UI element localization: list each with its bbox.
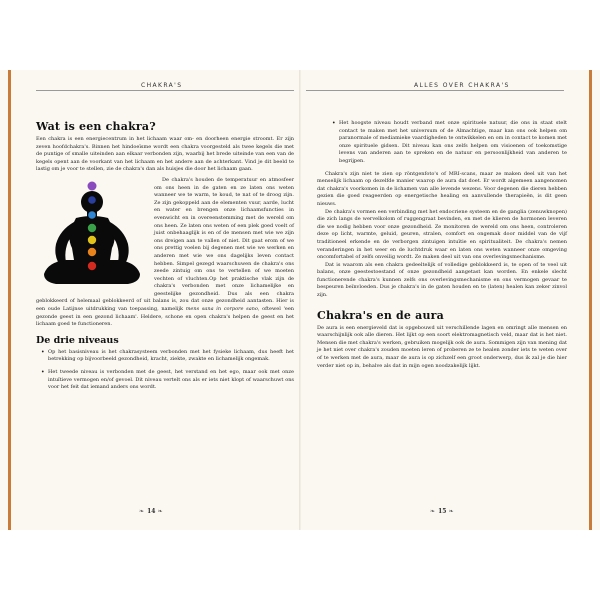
body-paragraph: Chakra's zijn niet te zien op röntgenfoto's of MRI-scans, maar ze maken deel uit van het menselijk lichaam op dezelfde manier waarop de aura dat doet. Er wordt algemeen aangenomen dat chakra's voorkomen in de lichamen van alle levende wezens. Voor degenen die dieren hebben gezien die goed reageerden op energetische healing en aanvullende therapieën, is dit geen nieuws. [317, 170, 567, 207]
aura-paragraph: De aura is een energieveld dat is opgebouwd uit verschillende lagen en omringt alle mensen en waarschijnlijk ook alle dieren. Het lijkt op een soort elektromagnetisch veld, maar dat is het niet. Mensen die met chakra's werken, gebruiken mogelijk ook de aura. Sommigen zijn van mening dat je het niet over chakra's zouden moeten leren of proberen ze te healen zonder iets te weten over of te werken met de aura, maar de aura is op zichzelf een groot onderwerp, dus ik zal je die hier verder niet op in, behalve als dat in mijn ogen noodzakelijk lijkt. [317, 324, 567, 369]
running-head-right: ALLES OVER CHAKRA'S [414, 82, 510, 89]
solar-plexus-chakra-dot [88, 236, 96, 244]
book-gutter [299, 70, 301, 530]
chakra-function-paragraph: De chakra's houden de temperatuur en atmosfeer om ons heen in de gaten en ze laten ons weten wanneer we te warm, te koud, te nat of te droog zijn. Ze zijn gekoppeld aan de elementen vuur, aarde, lucht en water en brengen onze lichaamsfuncties in evenwicht en in overeenstemming met de wereld om ons heen. Ze laten ons weten of een plek goed voelt of juist onbehaaglijk is en of de mensen met wie we zijn ons dreigen aan te vallen of niet. Dit gaat erom of we ons prettig voelen bij degenen met wie we werken en anderen met wie we ons dagelijks leven contact hebben. Simpel gezegd waarschuwen de chakra's ons zeede zintuig om ons te vertellen of we moeten vechten of vluchten.Op het praktische vlak zijn de chakra's verbonden met onze lichamelijke en geestelijke gezondheid. Dus als een chakra geblokkeerd of helemaal geblokkeerd of uit balans is, zou dat onze gezondheid aantasten. Hier is een oude Latijnse uitdrukking van toepassing, namelijk mens sana in corpore sano, oftewel 'een gezonde geest in een gezond lichaam'. Heldere, schone en open chakra's helpen de geest en het lichaam goed te functioneren. [36, 176, 295, 328]
levels-list-continued [317, 120, 567, 166]
page-number-left: ❧ 14 ❧ [139, 508, 164, 515]
left-page [36, 120, 294, 397]
heart-chakra-dot [88, 224, 96, 232]
section-title-chakra: Wat is een chakra? [36, 120, 156, 133]
header-rule-right [306, 90, 564, 91]
subsection-title-levels: De drie niveaus [36, 334, 119, 346]
body-paragraph: De chakra's vormen een verbinding met het endocriene systeem en de ganglia (zenuwknopen) die zich langs de wervelkolom of ruggengraat bevinden, en met de klieren de hormonen leveren die we nodig hebben voor onze gezondheid. Ze monitoren de wereld om ons heen, controleren deze op licht, warmte, geluid, geuren, stralen, comfort en ongemak door middel van de vijf traditioneel erkende en de verborgen zintuigen intuïtie en spiritualiteit. De chakra's nemen veranderingen in het weer en de luchtdruk waar en laten ons weten wanneer onze omgeving oncomfortabel of zelfs onveilig wordt. Ze maken deel uit van ons overlevingsmechanisme. [317, 208, 567, 261]
sacral-chakra-dot [88, 248, 96, 256]
crown-chakra-dot [88, 181, 97, 190]
right-page [317, 120, 567, 370]
throat-chakra-dot [88, 211, 96, 219]
list-item: • Op het basisniveau is het chakrasysteem verbonden met het fysieke lichaam, dus heeft het betrekking op bijvoorbeeld gezondheid, kracht, ziekte, zwakte en lichamelijk ongemak. [48, 349, 294, 364]
header-rule-left [36, 90, 294, 91]
levels-list [36, 349, 294, 392]
body-paragraph: Dat is waarom als een chakra gedeeltelijk of volledige geblokkeerd is, te open of te veel uit balans, onze geestestoestand of onze gezondheid aangetast kan worden. En enkele slecht functionerende chakra's kunnen zelfs ons overlevingsmechanisme en ons vermogen gevaar te bespeuren beïnvloeden. Dus je chakra's in de gaten houden en te (laten) healen kan zeker zinvol zijn. [317, 261, 567, 299]
list-item: • Het hoogste niveau houdt verband met onze spirituele natuur, die ons in staat stelt contact te maken met het universum of de Almachtige, maar kan ons ook helpen om paranormale of mediamieke vaardigheden te ontwikkelen en om in contact te komen met onze spirituele gidsen. Dit niveau kan ons zelfs helpen om visioenen of toekomstige levens van anderen aan te spreken en de natuur en persoonlijkheid van anderen te begrijpen. [339, 120, 567, 166]
intro-paragraph: Een chakra is een energiecentrum in het lichaam waar om- en doorheen energie stroomt. Er zijn zeven hoofdchakra's. Binnen het hindoeïsme wordt een chakra voorgesteld als twee kegels die met de puntige of smalle uiteinden aan elkaar verbonden zijn, waarbij het brede uiteinde van een van de kegels opent aan de voorkant van het lichaam en het andere aan de achterkant. Vind je dit beeld te lastig om je voor te stellen, zie de chakra's dan als huisjes die door het lichaam gaan. [36, 136, 294, 173]
root-chakra-dot [88, 262, 96, 270]
meditating-figure-illustration [36, 178, 148, 296]
section-title-aura: Chakra's en de aura [317, 308, 445, 322]
page-number-right: ❧ 15 ❧ [430, 508, 455, 515]
figure-wrap-block [36, 177, 294, 329]
list-item: • Het tweede niveau is verbonden met de geest, het verstand en het ego, maar ook met onze intuïtieve vermogen en/of gevoel. Dit niveau vertelt ons als er iets niet klopt of waarschuwt ons voor het feit dat iemand anders ons wordt. [48, 369, 294, 392]
left-edge-accent [8, 70, 11, 530]
running-head-left: CHAKRA'S [141, 82, 183, 89]
right-edge-accent [589, 70, 592, 530]
third-eye-chakra-dot [88, 196, 96, 204]
